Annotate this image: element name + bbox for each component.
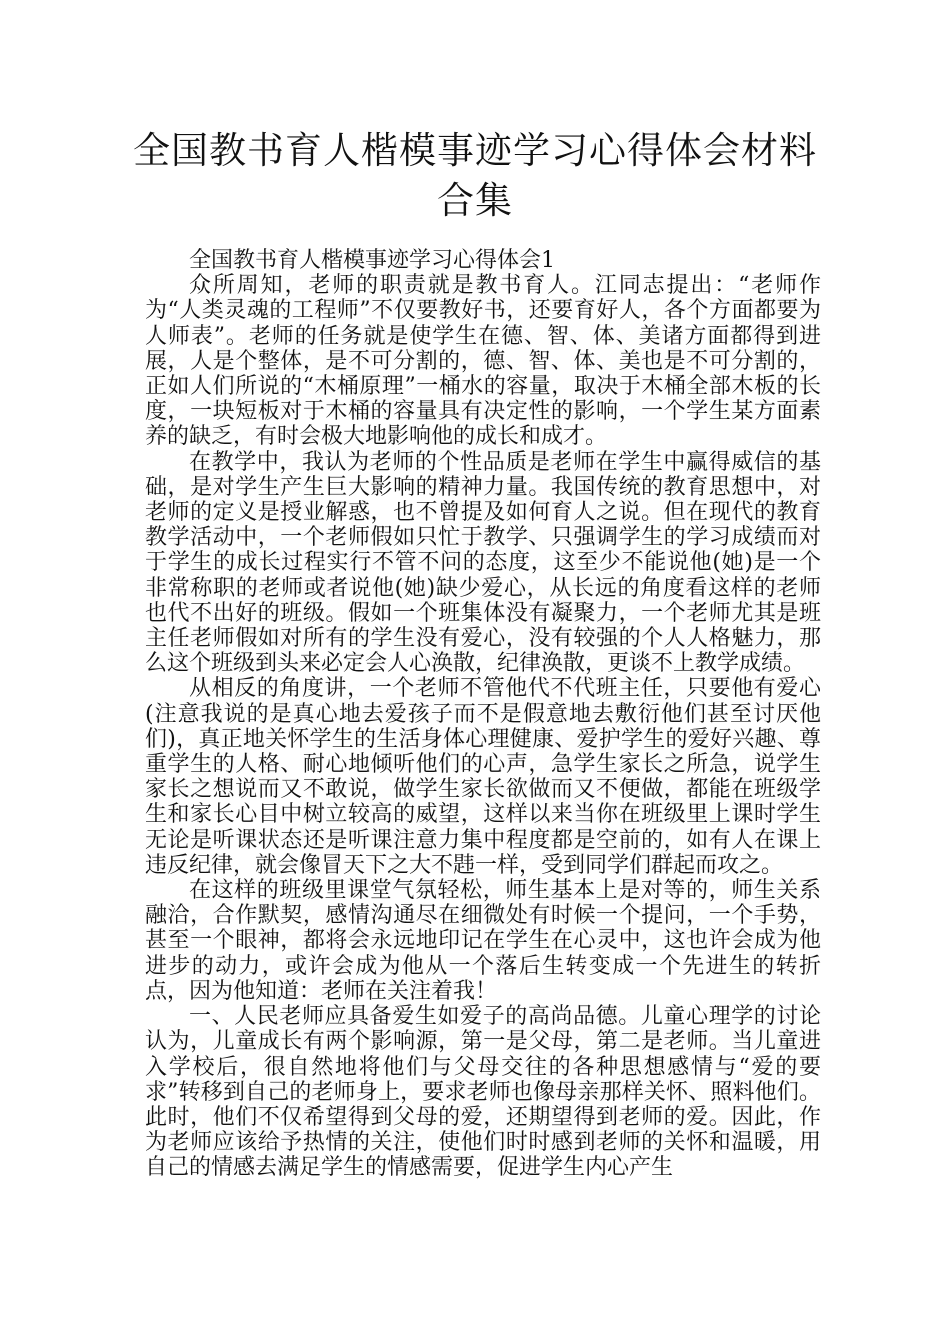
body-paragraph: 在教学中，我认为老师的个性品质是老师在学生中赢得威信的基础，是对学生产生巨大影响的精神力量。我国传统的教育思想中，对老师的定义是授业解惑，也不曾提及如何育人之说。但在现代的教育教学活动中，一个老师假如只忙于教学、只强调学生的学习成绩而对于学生的成长过程实行不管不问的态度，这至少不能说他(她)是一个非常称职的老师或者说他(她)缺少爱心，从长远的角度看这样的老师也代不出好的班级。假如一个班集体没有凝聚力，一个老师尤其是班主任老师假如对所有的学生没有爱心，没有较强的个人人格魅力，那么这个班级到头来必定会人心涣散，纪律涣散，更谈不上教学成绩。 bbox=[145, 449, 821, 677]
body-paragraph: 一、人民老师应具备爱生如爱子的高尚品德。儿童心理学的讨论认为，儿童成长有两个影响源，第一是父母，第二是老师。当儿童进入学校后，很自然地将他们与父母交往的各种思想感情与“爱的要求”转移到自己的老师身上，要求老师也像母亲那样关怀、照料他们。此时，他们不仅希望得到父母的爱，还期望得到老师的爱。因此，作为老师应该给予热情的关注，使他们时时感到老师的关怀和温暖，用自己的情感去满足学生的情感需要，促进学生内心产生 bbox=[145, 1004, 821, 1181]
body-paragraph: 众所周知，老师的职责就是教书育人。江同志提出：“老师作为“人类灵魂的工程师”不仅要教好书，还要育好人，各个方面都要为人师表”。老师的任务就是使学生在德、智、体、美诸方面都得到进展，人是个整体，是不可分割的，德、智、体、美也是不可分割的，正如人们所说的“木桶原理”一桶水的容量，取决于木桶全部木板的长度，一块短板对于木桶的容量具有决定性的影响，一个学生某方面素养的缺乏，有时会极大地影响他的成长和成才。 bbox=[145, 273, 821, 450]
section-heading: 全国教书育人楷模事迹学习心得体会1 bbox=[189, 248, 555, 273]
body-paragraph: 从相反的角度讲，一个老师不管他代不代班主任，只要他有爱心(注意我说的是真心地去爱孩子而不是假意地去敷衍他们甚至讨厌他们)，真正地关怀学生的生活身体心理健康、爱护学生的爱好兴趣、尊重学生的人格、耐心地倾听他们的心声，急学生家长之所急，说学生家长之想说而又不敢说，做学生家长欲做而又不便做，都能在班级学生和家长心目中树立较高的威望，这样以来当你在班级里上课时学生无论是听课状态还是听课注意力集中程度都是空前的，如有人在课上违反纪律，就会像冒天下之大不韪一样，受到同学们群起而攻之。 bbox=[145, 676, 821, 878]
document-title: 全国教书育人楷模事迹学习心得体会材料合集 bbox=[133, 129, 817, 222]
body-paragraph: 在这样的班级里课堂气氛轻松，师生基本上是对等的，师生关系融洽，合作默契，感情沟通尽在细微处有时候一个提问，一个手势，甚至一个眼神，都将会永远地印记在学生在心灵中，这也许会成为他进步的动力，或许会成为他从一个落后生转变成一个先进生的转折点，因为他知道：老师在关注着我！ bbox=[145, 878, 821, 1004]
document-body bbox=[145, 248, 821, 1181]
